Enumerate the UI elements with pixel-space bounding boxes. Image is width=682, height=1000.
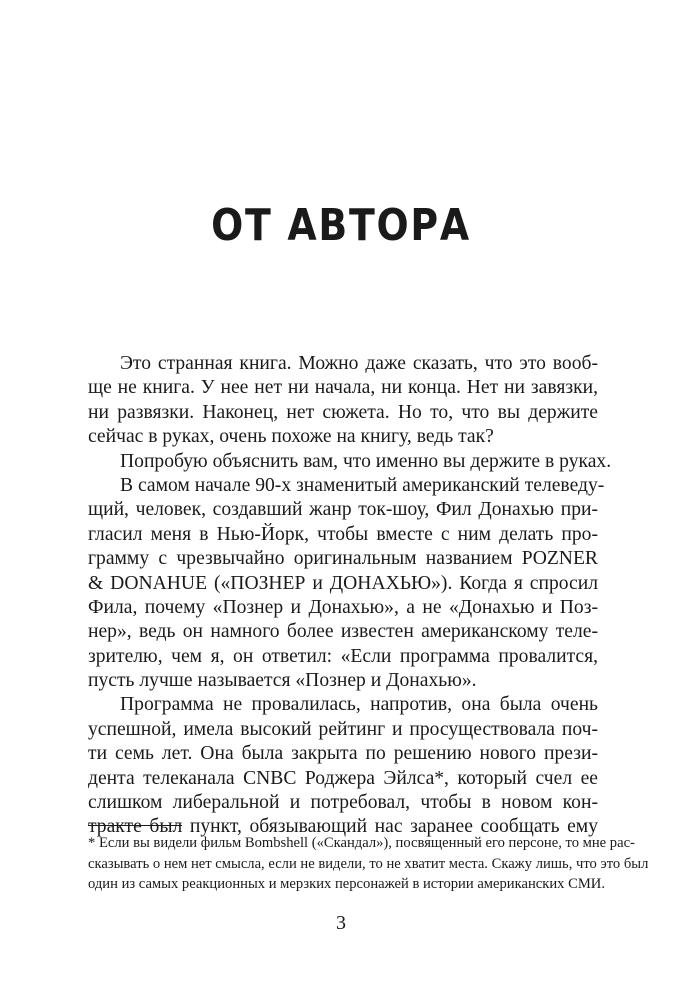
text-line: Программа не провалилась, напротив, она была очень [120, 694, 598, 716]
text-line: пусть лучше называется «Познер и Донахью». [88, 670, 477, 692]
text-line: тракте был пункт, обязывающий нас заранее сообщать ему [88, 816, 598, 838]
chapter-title: ОТ АВТОРА [211, 200, 471, 251]
text-line: дента телеканала CNBC Роджера Эйлса*, который счел ее [88, 767, 598, 789]
text-line: гласил меня в Нью-Йорк, чтобы вместе с ним делать про- [88, 523, 598, 545]
text-line: зрителю, чем я, он ответил: «Если программа провалится, [88, 645, 598, 667]
footnote-line: один из самых реакционных и мерзких персонажей в истории американских СМИ. [88, 876, 605, 892]
text-line: Это странная книга. Можно даже сказать, что это вооб- [120, 353, 598, 374]
text-line: грамму с чрезвычайно оригинальным названием POZNER [88, 548, 598, 570]
page-number: 3 [336, 912, 346, 934]
text-line: В самом начале 90-х знаменитый американский телеведу- [120, 474, 605, 496]
footnote-line: сказывать о нем нет смысла, если не видели, то не хватит места. Скажу лишь, что это был [88, 855, 649, 872]
text-line: сейчас в руках, очень похоже на книгу, ведь так? [88, 426, 494, 448]
text-line: & DONAHUE («ПОЗНЕР и ДОНАХЬЮ»). Когда я спросил [88, 572, 598, 594]
text-line: ти семь лет. Она была закрыта по решению нового прези- [88, 743, 598, 765]
body-text [88, 352, 612, 840]
text-line: щий, человек, создавший жанр ток-шоу, Фил Донахью при- [88, 499, 598, 521]
text-line: Фила, почему «Познер и Донахью», а не «Донахью и Поз- [88, 596, 598, 618]
footnote [88, 833, 649, 895]
text-line: нер», ведь он намного более известен американскому теле- [88, 621, 598, 643]
text-line: Попробую объяснить вам, что именно вы держите в руках. [120, 450, 612, 472]
text-line: ни развязки. Наконец, нет сюжета. Но то, что вы держите [88, 401, 598, 423]
text-line: слишком либеральной и потребовал, чтобы в новом кон- [88, 792, 598, 814]
footnote-separator [88, 825, 182, 826]
footnote-line: * Если вы видели фильм Bombshell («Скандал»), посвященный его персоне, то мне рас- [88, 835, 635, 851]
text-line: ще не книга. У нее нет ни начала, ни конца. Нет ни завязки, [88, 377, 598, 399]
text-line: успешной, имела высокий рейтинг и просуществовала поч- [88, 718, 598, 740]
